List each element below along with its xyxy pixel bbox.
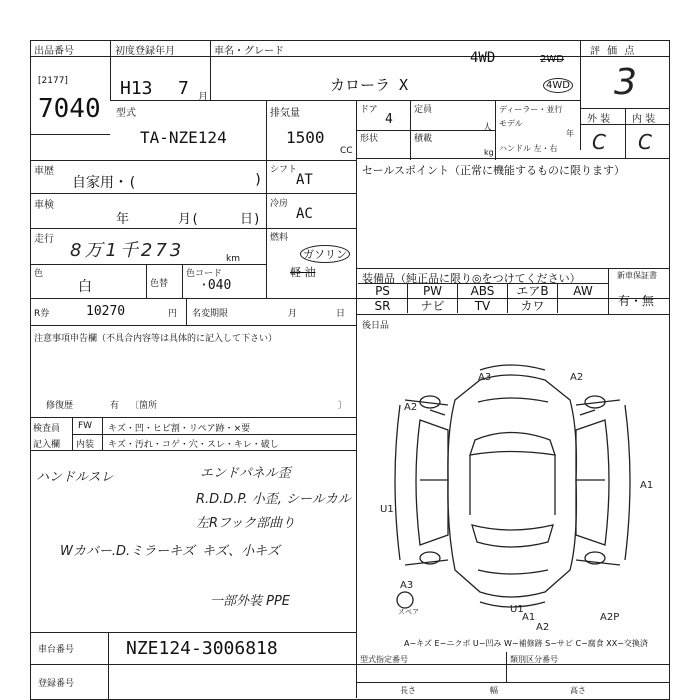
- inspection-month: 月(: [178, 212, 199, 227]
- chassis-value: NZE124-3006818: [126, 638, 278, 659]
- chassis-label: 車台番号: [38, 645, 75, 655]
- dealer-label: ディーラー・並行: [499, 105, 563, 114]
- color-label: 色: [34, 269, 44, 279]
- history-value: 自家用・(: [72, 175, 137, 191]
- model-year-label: モデル: [499, 119, 523, 128]
- divider: [30, 264, 266, 265]
- model-value: TA-NZE124: [140, 128, 227, 147]
- interior-label-row: 内装: [76, 440, 95, 450]
- equipment-grid: [358, 283, 608, 313]
- repair-close: 〕: [338, 401, 348, 411]
- name-change-day: 日: [336, 309, 346, 319]
- divider: [356, 158, 670, 159]
- first-reg-month-unit: 月: [198, 92, 208, 103]
- model-label: 型式: [116, 108, 136, 119]
- divider: [30, 160, 356, 161]
- interior-label: 内 装: [632, 114, 656, 125]
- color-code-label: 色コード: [186, 269, 223, 279]
- displacement-label: 排気量: [270, 108, 300, 119]
- divider: [186, 298, 187, 325]
- inspection-year: 年: [116, 212, 130, 227]
- aircon-value: AC: [296, 206, 313, 222]
- registration-label: 登録番号: [38, 679, 75, 689]
- fw-items: キズ・凹・ヒビ割・リペア跡・×要: [108, 424, 251, 434]
- lot-label: 出品番号: [34, 46, 74, 57]
- displacement-unit: CC: [340, 146, 353, 156]
- vehicle-name: カローラ X: [330, 76, 409, 94]
- divider: [30, 228, 356, 229]
- lot-code: [2177]: [38, 76, 68, 86]
- equip-pw: PW: [408, 283, 458, 298]
- divider: [210, 40, 211, 100]
- spare-label: スペア: [398, 608, 419, 616]
- recycle-label: R券: [34, 309, 50, 319]
- divider: [356, 268, 670, 269]
- divider: [30, 450, 356, 451]
- divider: [182, 264, 183, 298]
- car-damage-diagram: [360, 330, 670, 630]
- capacity-unit: 人: [483, 123, 493, 133]
- recycle-value: 10270: [86, 304, 126, 319]
- lot-number: 7040: [38, 94, 101, 124]
- history-label: 車歴: [34, 166, 54, 177]
- exterior-grade: C: [592, 130, 606, 154]
- drive-type: 4WD: [470, 50, 496, 66]
- width-label: 幅: [490, 686, 498, 695]
- note-wiper: Wカバー.D.ミラーキズ: [60, 544, 195, 559]
- divider: [110, 40, 111, 100]
- name-change-label: 名変期限: [192, 309, 229, 319]
- damage-legend: A−キズ E−ニクボ U−凹み W−補修跡 S−サビ C−腐食 XX−交換済: [404, 639, 648, 648]
- divider: [495, 100, 496, 160]
- fuel-gas: ガソリン: [300, 245, 350, 263]
- load-unit: kg: [484, 148, 494, 157]
- notes-label: 注意事項申告欄（不具合内容等は具体的に記入して下さい）: [34, 334, 278, 344]
- inspector-entry-label: 記入欄: [33, 440, 61, 450]
- divider: [30, 632, 356, 633]
- equip-ps: PS: [358, 283, 408, 298]
- afterword-label: 後日品: [362, 321, 390, 331]
- inspector-label: 検査員: [33, 424, 61, 434]
- interior-items: キズ・汚れ・コゲ・穴・スレ・キレ・破し: [108, 440, 279, 450]
- mark-u1-rear: U1: [510, 604, 524, 615]
- aircon-label: 冷房: [270, 199, 289, 209]
- divider: [608, 268, 609, 314]
- divider: [356, 314, 670, 315]
- fuel-diesel: 軽 油: [290, 266, 316, 279]
- repair-value: 有: [110, 401, 120, 411]
- doors-value: 4: [385, 112, 393, 127]
- equip-airbag: エアB: [508, 283, 558, 298]
- drive-alt-circled: 4WD: [543, 78, 573, 93]
- equip-abs: ABS: [458, 283, 508, 298]
- equip-tv: TV: [458, 298, 508, 313]
- handle-label: ハンドル 左・右: [499, 144, 558, 153]
- warranty-label: 新車保証書: [617, 271, 657, 280]
- model-year-unit: 年: [566, 129, 574, 138]
- divider: [30, 325, 356, 326]
- equip-navi: ナビ: [408, 298, 458, 313]
- color-change-label: 色替: [150, 279, 169, 289]
- repair-place: 〔箇所: [130, 401, 158, 411]
- divider: [356, 682, 670, 683]
- divider: [72, 434, 356, 435]
- divider: [30, 193, 356, 194]
- recycle-unit: 円: [168, 309, 178, 319]
- mark-u1-left: U1: [380, 504, 394, 515]
- fuel-label: 燃料: [270, 233, 289, 243]
- name-change-month: 月: [288, 309, 298, 319]
- divider: [625, 108, 626, 158]
- note-end-panel: エンドパネル歪: [200, 466, 291, 481]
- rating-score: 3: [614, 62, 637, 103]
- exterior-label: 外 装: [587, 114, 611, 125]
- note-scratches: キズ、小キズ: [202, 544, 280, 559]
- divider: [108, 632, 109, 700]
- divider: [110, 100, 580, 101]
- length-label: 長さ: [400, 686, 416, 695]
- first-reg-label: 初度登録年月: [115, 46, 175, 57]
- mark-a2-rear: A2: [536, 622, 550, 630]
- divider: [30, 417, 356, 418]
- mark-a1-right: A1: [640, 480, 654, 491]
- mark-a2-front: A2: [570, 372, 584, 383]
- note-handle: ハンドルスレ: [36, 470, 114, 485]
- capacity-label: 定員: [414, 105, 433, 115]
- load-label: 積載: [414, 134, 433, 144]
- divider: [30, 664, 670, 665]
- divider: [266, 160, 267, 298]
- sales-point-label: セールスポイント（正常に機能するものに限ります）: [362, 164, 626, 177]
- color-value: 白: [78, 279, 92, 295]
- divider: [30, 134, 110, 135]
- vehicle-label: 車名・グレード: [214, 46, 284, 57]
- equip-aw: AW: [558, 283, 608, 298]
- class-number-label: 類別区分番号: [510, 655, 558, 664]
- color-code-value: ·040: [200, 278, 232, 293]
- mileage-label: 走行: [34, 234, 54, 245]
- equip-sr: SR: [358, 298, 408, 313]
- inspection-day: 日): [240, 212, 261, 227]
- interior-grade: C: [638, 130, 652, 154]
- warranty-value: 有・無: [618, 294, 655, 308]
- shift-value: AT: [296, 172, 313, 188]
- divider: [356, 158, 357, 698]
- history-close: ): [254, 172, 263, 188]
- mileage-value: 8万1千273: [70, 240, 185, 261]
- divider: [506, 652, 507, 682]
- mark-a3-rear: A3: [400, 580, 414, 591]
- type-number-label: 型式指定番号: [360, 655, 408, 664]
- mark-a2-left: A2: [404, 402, 418, 413]
- shape-label: 形状: [360, 134, 379, 144]
- doors-label: ドア: [360, 105, 378, 115]
- first-reg-month: 7: [178, 78, 189, 99]
- mileage-unit: km: [226, 254, 240, 264]
- mark-a1-rear: A1: [522, 612, 536, 623]
- note-hook: 左Rフック部曲り: [196, 516, 296, 531]
- drive-alt: 2WD: [540, 54, 564, 65]
- fw-label: FW: [78, 421, 93, 431]
- divider: [146, 264, 147, 298]
- equip-blank: [558, 298, 608, 313]
- divider: [102, 417, 103, 450]
- equip-leather: カワ: [508, 298, 558, 313]
- first-reg-era: H13: [120, 78, 153, 99]
- divider: [72, 417, 73, 450]
- note-ppe: 一部外装 PPE: [210, 594, 291, 609]
- repair-label: 修復歴: [46, 401, 74, 411]
- mark-a3-front: A3: [478, 372, 492, 383]
- equipment-label: 装備品（純正品に限り◎をつけてください）: [362, 272, 581, 285]
- inspection-label: 車検: [34, 200, 54, 211]
- displacement-value: 1500: [286, 128, 325, 147]
- height-label: 高さ: [570, 686, 586, 695]
- rating-label: 評 価 点: [590, 46, 637, 57]
- mark-a2p-rear: A2P: [600, 612, 620, 623]
- divider: [580, 40, 581, 150]
- note-rddp: R.D.D.P. 小歪, シールカル: [196, 492, 351, 507]
- shift-label: シフト: [270, 165, 298, 175]
- divider: [266, 100, 267, 160]
